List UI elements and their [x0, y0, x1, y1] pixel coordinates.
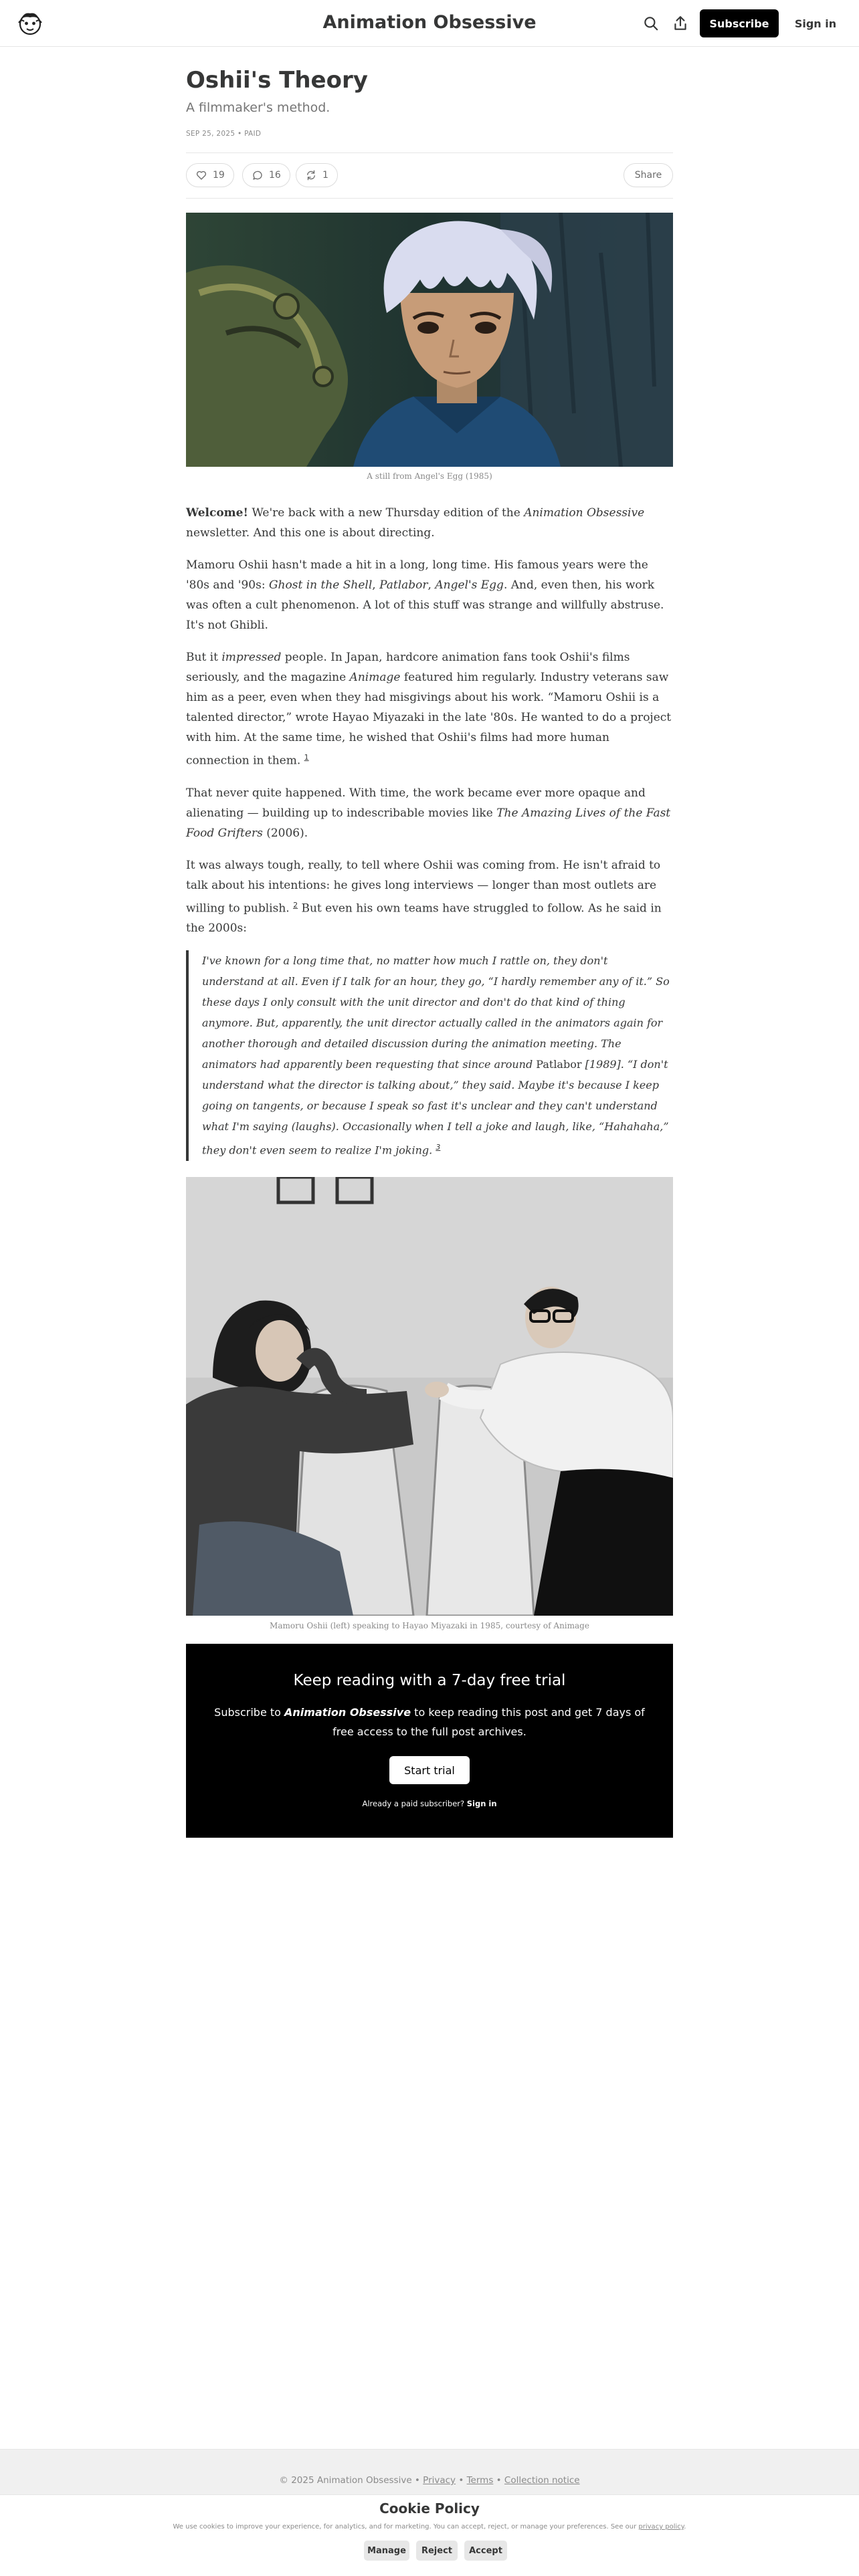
paywall-box [186, 1644, 673, 1838]
cookie-title: Cookie Policy [379, 2500, 480, 2516]
restack-icon [305, 169, 317, 181]
top-navigation-bar [0, 0, 859, 47]
subscribe-button[interactable]: Subscribe [700, 9, 779, 37]
anime-still-illustration [186, 213, 673, 467]
terms-link[interactable]: Terms [466, 2475, 494, 2486]
cookie-manage-button[interactable]: Manage [364, 2541, 409, 2561]
blockquote: I've known for a long time that, no matter how much I rattle on, they don't understand at all. Even if I talk for an hour, they go, “I hardly remember any of it.” So these days I only consult with the unit director and don't do that kind of thing anymore. But, apparently, the unit director actually called in the animators again for another thorough and detailed discussion during the animation meeting. The animators had apparently been requesting that since around Patlabor [1989]. “I don't understand what the director is talking about,” they said. Maybe it's because I keep going on tangents, or because I speak so fast it's unclear and they can't understand what I'm saying (laughs). Occasionally when I tell a joke and laugh, like, “Hahahaha,” they don't even seem to realize I'm joking. $^3$ [186, 950, 673, 1160]
footnote-link[interactable]: 2 [293, 900, 298, 909]
cookie-accept-button[interactable]: Accept [464, 2541, 507, 2561]
paragraph: But it impressed people. In Japan, hardcore animation fans took Oshii's films seriously, and the magazine Animage featured him regularly. Industry veterans saw him as a peer, even when they had misgivings about his work. “Mamoru Oshii is a talented director,” wrote Hayao Miyazaki in the late '80s. He wanted to do a project with him. At the same time, he wished that Oshii's films had more human connection in them. $^1$ [186, 651, 672, 768]
divider [186, 152, 673, 153]
comment-count: 16 [269, 170, 281, 181]
restack-button[interactable] [296, 163, 338, 187]
post-date-meta: SEP 25, 2025 • PAID [186, 130, 262, 138]
black-and-white-photo-illustration [186, 1177, 673, 1616]
footnote-link[interactable]: 3 [436, 1143, 441, 1152]
publication-title[interactable]: Animation Obsessive [322, 12, 537, 33]
cookie-reject-button[interactable]: Reject [416, 2541, 458, 2561]
paragraph: Welcome! We're back with a new Thursday edition of the Animation Obsessive newsletter. And this one is about directing. [186, 506, 645, 540]
collection-notice-link[interactable]: Collection notice [504, 2475, 580, 2486]
sign-in-button[interactable]: Sign in [794, 17, 837, 30]
privacy-link[interactable]: Privacy [423, 2475, 456, 2486]
start-trial-button[interactable]: Start trial [389, 1756, 470, 1784]
search-icon[interactable] [642, 15, 660, 32]
privacy-policy-link[interactable]: privacy policy [638, 2523, 684, 2531]
paragraph: That never quite happened. With time, the work became ever more opaque and alienating — building up to indescribable movies like The Amazing Lives of the Fast Food Grifters (2006). [186, 786, 671, 840]
paywall-sign-in-link[interactable]: Sign in [466, 1799, 497, 1808]
hero-image[interactable] [186, 213, 673, 467]
hero-image-caption: A still from Angel's Egg (1985) [367, 471, 492, 481]
footer-links: © 2025 Animation Obsessive • Privacy • Terms • Collection notice [279, 2475, 580, 2486]
paragraph: Mamoru Oshii hasn't made a hit in a long, long time. His famous years were the '80s and '90s: Ghost in the Shell, Patlabor, Angel's Egg. And, even then, his work was often a cult phenomenon. A lot of this stuff was strange and willfully abstruse. It's not Ghibli. [186, 558, 664, 632]
paywall-title: Keep reading with a 7-day free trial [293, 1672, 566, 1689]
comment-bubble-icon [252, 169, 264, 181]
share-button[interactable]: Share [624, 163, 673, 187]
like-count: 19 [213, 170, 225, 181]
restack-count: 1 [322, 170, 328, 181]
paragraph: It was always tough, really, to tell where Oshii was coming from. He isn't afraid to talk about his intentions: he gives long interviews — longer than most outlets are willing to publish. $^2$ But even his own teams have struggled to follow. As he said in the 2000s: [186, 858, 662, 936]
like-button[interactable] [186, 163, 234, 187]
heart-icon [195, 169, 207, 181]
archive-photo[interactable] [186, 1177, 673, 1616]
paywall-description: Subscribe to Animation Obsessive to keep reading this post and get 7 days of free access to the full post archives. [214, 1706, 645, 1738]
cookie-banner [0, 2494, 859, 2576]
comments-button[interactable] [242, 163, 290, 187]
cookie-description: We use cookies to improve your experience, for analytics, and for marketing. You can accept, reject, or manage your preferences. See our privacy policy. [173, 2523, 686, 2531]
share-icon[interactable] [672, 15, 689, 32]
article-body [186, 503, 673, 1265]
divider [186, 198, 673, 199]
post-subtitle: A filmmaker's method. [186, 100, 330, 115]
paid-subscriber-sign-in: Already a paid subscriber? Sign in [362, 1799, 497, 1808]
photo-caption: Mamoru Oshii (left) speaking to Hayao Miyazaki in 1985, courtesy of Animage [270, 1621, 589, 1630]
footnote-link[interactable]: 1 [304, 753, 309, 762]
post-title: Oshii's Theory [186, 67, 368, 94]
